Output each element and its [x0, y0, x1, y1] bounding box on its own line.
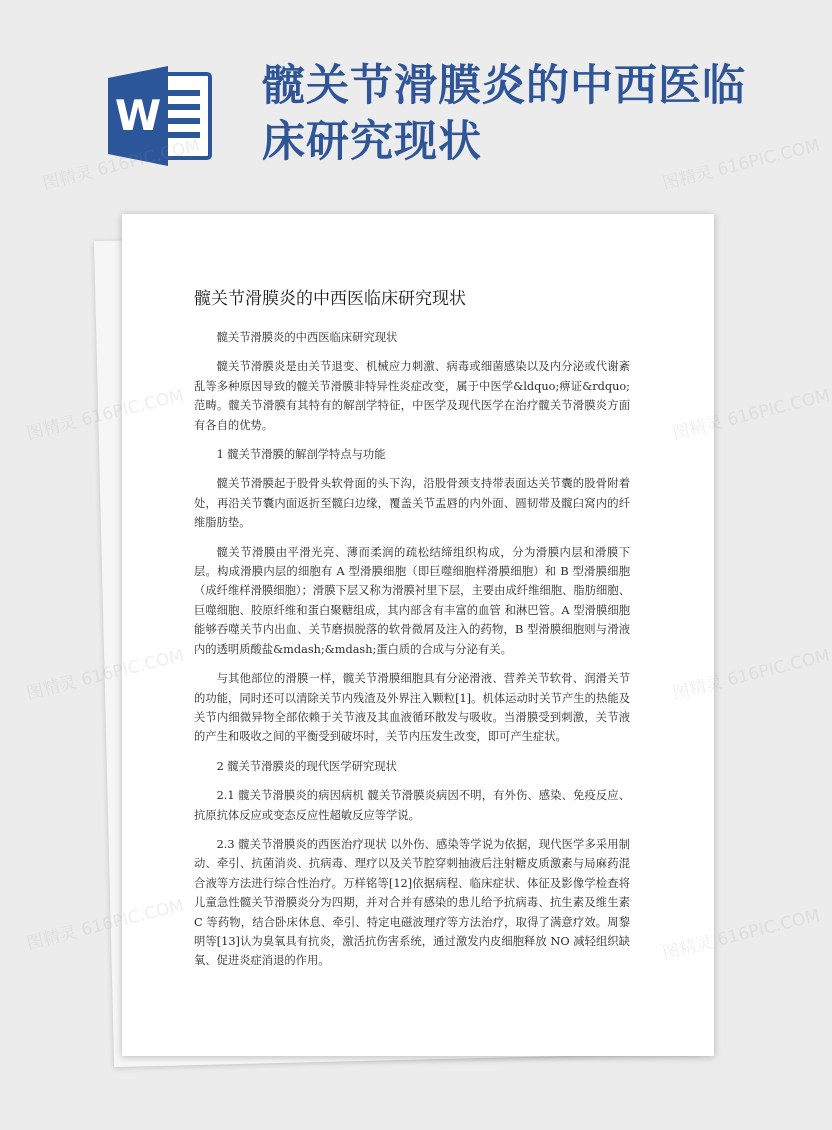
word-logo-icon	[106, 60, 214, 172]
document-body	[194, 328, 630, 981]
section-heading: 1 髋关节滑膜的解剖学特点与功能	[216, 448, 386, 462]
watermark: 图精灵 616PIC.COM	[670, 645, 832, 705]
page-title: 髋关节滑膜炎的中西医临床研究现状	[262, 61, 746, 167]
paragraph: 髋关节滑膜炎是由关节退变、机械应力刺激、病毒或细菌感染以及内分泌或代谢紊乱等多种原因导致的髋关节滑膜非特异性炎症改变，属于中医学&ldquo;痹证&rdquo;范畴。髋关节滑膜有其特有的解剖学特征，中医学及现代医学在治疗髋关节滑膜炎方面有各自的优势。	[194, 360, 630, 432]
watermark: 图精灵	[24, 672, 79, 705]
word-logo-letter: W	[114, 91, 162, 140]
watermark: 图精灵 616PIC.COM	[24, 895, 186, 955]
paragraph: 髋关节滑膜由平滑光亮、薄而柔润的疏松结缔组织构成，分为滑膜内层和滑膜下层。构成滑膜内层的细胞有 A 型滑膜细胞（即巨噬细胞样滑膜细胞）和 B 型滑膜细胞（成纤维样滑膜细胞）；滑膜下层又称为滑膜衬里下层，主要由成纤维细胞、脂肪细胞、巨噬细胞、胶原纤维和蛋白聚糖组成，其内部含有丰富的血管 和淋巴管。A 型滑膜细胞能够吞噬关节内出血、关节磨损脱落的软骨微屑及注入的药物，B 型滑膜细胞则与滑液内的透明质酸盐&mdash;&mdash;蛋白质的合成与分泌有关。	[194, 545, 630, 656]
paragraph: 2.3 髋关节滑膜炎的西医治疗现状 以外伤、感染等学说为依据，现代医学多采用制动、牵引、抗菌消炎、抗病毒、理疗以及关节腔穿刺抽液后注射糖皮质激素与局麻药混合液等方法进行综合性治疗。万样铭等[12]依据病程、临床症状、体征及影像学检查将儿童急性髋关节滑膜炎分为四期，并对合并有感染的患儿给予抗病毒、抗生素及维生素 C 等药物，结合卧床休息、牵引、特定电磁波理疗等方法治疗，取得了满意疗效。周黎明等[13]认为臭氧具有抗炎，激活抗伤害系统，通过激发内皮细胞释放 NO 减轻组织缺氧、促进炎症消退的作用。	[194, 837, 630, 968]
watermark: 图精灵 616PIC.COM	[670, 385, 832, 445]
watermark: 图精灵 616PIC.COM	[40, 135, 202, 195]
paragraph: 与其他部位的滑膜一样，髋关节滑膜细胞具有分泌滑液、营养关节软骨、润滑关节的功能，同时还可以清除关节内残渣及外界注入颗粒[1]。机体运动时关节产生的热能及关节内细微异物全部依赖于关节液及其血液循环散发与吸收。当滑膜受到刺激，关节液的产生和吸收之间的平衡受到破坏时，关节内压发生改变，即可产生症状。	[194, 672, 630, 744]
watermark: 图精灵	[24, 412, 79, 445]
watermark: 图精灵 616PIC.COM	[660, 905, 822, 965]
document-title: 髋关节滑膜炎的中西医临床研究现状	[194, 289, 466, 309]
paragraph: 髋关节滑膜起于股骨头软骨面的头下沟，沿股骨颈支持带表面达关节囊的股骨附着处，再沿关节囊内面返折至髋臼边缘，覆盖关节盂唇的内外面、圆韧带及髋臼窝内的纤维脂肪垫。	[194, 477, 630, 530]
paragraph: 2.1 髋关节滑膜炎的病因病机 髋关节滑膜炎病因不明，有外伤、感染、免疫反应、抗原抗体反应或变态反应性超敏反应等学说。	[194, 789, 630, 822]
watermark: 图精灵 616PIC.COM	[660, 135, 822, 195]
document-page	[122, 214, 714, 1056]
section-heading: 2 髋关节滑膜炎的现代医学研究现状	[216, 759, 397, 773]
paragraph: 髋关节滑膜炎的中西医临床研究现状	[216, 331, 398, 344]
